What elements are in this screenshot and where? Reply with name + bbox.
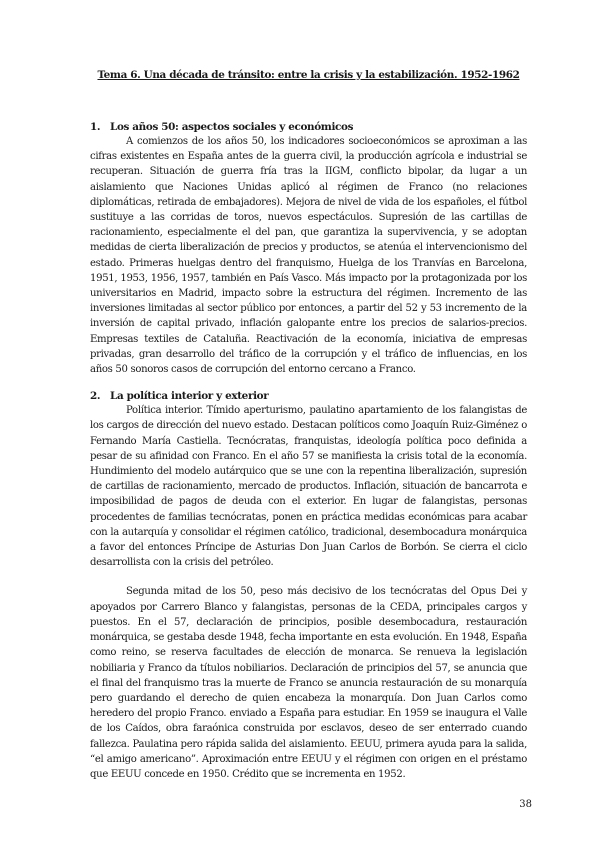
section-heading xyxy=(90,120,527,134)
page-number: 38 xyxy=(519,799,532,810)
section-heading xyxy=(90,389,527,403)
document-page xyxy=(90,68,527,782)
section-interior-exterior-policy xyxy=(90,389,527,782)
section-social-economic xyxy=(90,120,527,377)
paragraph: A comienzos de los años 50, los indicadores socioeconómicos se aproximan a las cifras existentes en España antes de la guerra civil, la producción agrícola e industrial se recuperan. Situación de guerra fría tras la IIGM, conflicto bipolar, da lugar a un aislamiento que Naciones Unidas aplicó al régimen de Franco (no relaciones diplomáticas, retirada de embajadores). Mejora de nivel de vida de los españoles, el fútbol sustituye a las corridas de toros, nuevos espectáculos. Supresión de las cartillas de racionamiento, especialmente el del pan, que garantiza la supervivencia, y se adoptan medidas de cierta liberalización de precios y productos, se atenúa el intervencionismo del estado. Primeras huelgas dentro del franquismo, Huelga de los Tranvías en Barcelona, 1951, 1953, 1956, 1957, también en País Vasco. Más impacto por la protagonizada por los universitarios en Madrid, impacto sobre la estructura del régimen. Incremento de las inversiones limitadas al sector público por entonces, a partir del 52 y 53 incremento de la inversión de capital privado, inflación galopante entre los precios de salarios-precios. Empresas textiles de Cataluña. Reactivación de la economía, iniciativa de empresas privadas, gran desarrollo del tráfico de la corrupción y el tráfico de influencias, en los años 50 sonoros casos de corrupción del entorno cercano a Franco. xyxy=(90,136,527,376)
section-title: La política interior y exterior xyxy=(110,390,269,403)
paragraph: Política interior. Tímido aperturismo, paulatino apartamiento de los falangistas de los cargos de dirección del nuevo estado. Destacan políticos como Joaquín Ruiz-Giménez o Fernando María Castiella. Tecnócratas, franquistas, ideología política poco definida a pesar de su afinidad con Franco. En el año 57 se manifiesta la crisis total de la economía. Hundimiento del modelo autárquico que se une con la repentina liberalización, supresión de cartillas de racionamiento, mercado de productos. Inflación, situación de bancarrota e imposibilidad de pagos de deuda con el exterior. En lugar de falangistas, personas procedentes de familias tecnócratas, ponen en práctica medidas económicas para acabar con la autarquía y consolidar el régimen católico, tradicional, desembocadura monárquica a favor del entonces Príncipe de Asturias Don Juan Carlos de Borbón. Se cierra el ciclo desarrollista con la crisis del petróleo. xyxy=(90,405,527,569)
paragraph: Segunda mitad de los 50, peso más decisivo de los tecnócratas del Opus Dei y apoyados por Carrero Blanco y falangistas, personas de la CEDA, principales cargos y puestos. En el 57, declaración de principios, posible desembocadura, restauración monárquica, se gestaba desde 1948, fecha importante en esta evolución. En 1948, España como reino, se reserva facultades de elección de monarca. Se renueva la legislación nobiliaria y Franco da títulos nobiliarios. Declaración de principios del 57, se anuncia que el final del franquismo tras la muerte de Franco se anuncia restauración de su monarquía pero guardando el derecho de quien encabeza la monarquía. Don Juan Carlos como heredero del propio Franco. enviado a España para estudiar. En 1959 se inaugura el Valle de los Caídos, obra faraónica construida por esclavos, deseo de ser enterrado cuando fallezca. Paulatina pero rápida salida del aislamiento. EEUU, primera ayuda para la salida, “el amigo americano”. Aproximación entre EEUU y el régimen con origen en el préstamo que EEUU concede en 1950. Crédito que se incrementa en 1952. xyxy=(90,586,527,780)
section-title: Los años 50: aspectos sociales y económicos xyxy=(110,121,354,133)
section-number: 2. xyxy=(90,390,101,403)
section-number: 1. xyxy=(90,121,101,133)
document-title: Tema 6. Una década de tránsito: entre la crisis y la estabilización. 1952-1962 xyxy=(97,69,520,81)
